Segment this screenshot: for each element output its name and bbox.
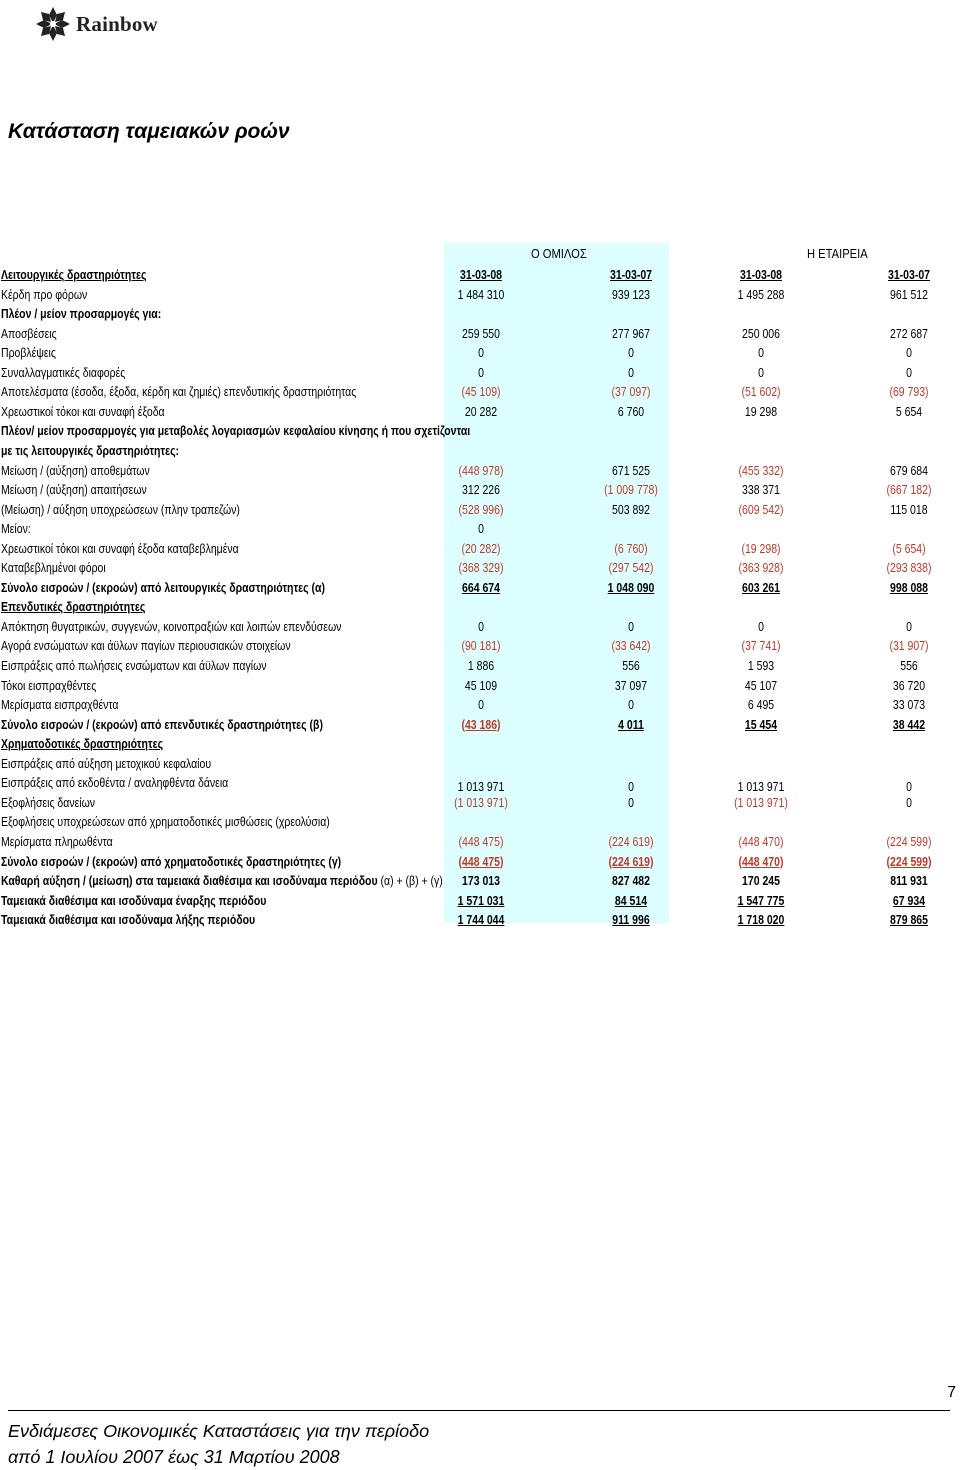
row-label: [1, 366, 125, 380]
table-row: [0, 910, 960, 929]
row-label: [1, 385, 356, 399]
cell-etaireia-2008: 31-03-08: [739, 268, 783, 282]
cell-omilos-2007: (6 760): [614, 541, 648, 556]
cell-omilos-2007: (1 009 778): [604, 483, 658, 498]
cell-omilos-2008: (1 013 971): [454, 795, 508, 810]
row-label-text: (Μείωση) / αύξηση υποχρεώσεων (πλην τραπεζών): [1, 502, 240, 517]
table-row: [0, 891, 960, 910]
cell-omilos-2007: 0: [628, 346, 634, 361]
row-label: [1, 679, 96, 693]
cell-omilos-2007: (224 619): [608, 854, 654, 869]
cell-omilos-2007: 37 097: [614, 678, 648, 693]
cell-omilos-2007: (33 642): [611, 639, 651, 654]
table-row: [0, 324, 960, 343]
cell-omilos-2007: 277 967: [612, 326, 650, 341]
row-label: [1, 561, 106, 575]
row-label: [1, 581, 325, 595]
cell-etaireia-2007: 5 654: [895, 404, 923, 419]
cell-etaireia-2008: 19 298: [744, 404, 778, 419]
cell-etaireia-2008: 0: [758, 365, 764, 380]
row-label-text: Ταμειακά διαθέσιμα και ισοδύναμα έναρξης περιόδου: [1, 893, 267, 908]
row-label-text: Σύνολο εισροών / (εκροών) από λειτουργικές δραστηριότητες (α): [1, 580, 325, 595]
cell-omilos-2008: 45 109: [464, 678, 498, 693]
row-label-text: Αγορά ενσώματων και άϋλων παγίων περιουσιακών στοιχείων: [1, 639, 291, 654]
cell-omilos-2008: 20 282: [464, 404, 498, 419]
cell-omilos-2008: 1 013 971: [457, 780, 505, 795]
cell-etaireia-2008: 15 454: [744, 717, 778, 732]
table-row: [0, 715, 960, 734]
cell-etaireia-2008: 170 245: [742, 874, 780, 889]
table-row: [0, 695, 960, 714]
cell-omilos-2008: (90 181): [461, 639, 501, 654]
cell-omilos-2008: 0: [478, 346, 484, 361]
cell-omilos-2008: 0: [478, 698, 484, 713]
row-label-text: με τις λειτουργικές δραστηριότητες:: [1, 443, 180, 458]
cell-etaireia-2007: (224 599): [886, 834, 932, 849]
cell-etaireia-2007: 33 073: [892, 698, 926, 713]
cell-etaireia-2008: (37 741): [741, 639, 781, 654]
cell-etaireia-2008: 1 495 288: [737, 287, 785, 302]
table-row: [0, 754, 960, 773]
cell-etaireia-2007: 38 442: [892, 717, 926, 732]
cell-etaireia-2007: (224 599): [886, 854, 932, 869]
cell-etaireia-2007: 0: [906, 795, 912, 810]
cell-etaireia-2008: (448 470): [738, 854, 784, 869]
footer-divider: [8, 1410, 950, 1411]
row-label: [1, 503, 240, 517]
row-label: [1, 522, 31, 536]
cell-omilos-2008: 664 674: [462, 580, 500, 595]
cell-omilos-2007: 939 123: [612, 287, 650, 302]
table-row: [0, 578, 960, 597]
cell-etaireia-2007: (293 838): [886, 561, 932, 576]
cell-etaireia-2007: 0: [906, 619, 912, 634]
table-row: [0, 402, 960, 421]
row-label: [1, 718, 323, 732]
table-row: [0, 382, 960, 401]
row-label-text: Σύνολο εισροών / (εκροών) από επενδυτικές δραστηριότητες (β): [1, 717, 323, 732]
table-row: [0, 676, 960, 695]
table-row: [0, 793, 960, 812]
cell-omilos-2008: (448 475): [458, 834, 504, 849]
row-label-suffix: (α) + (β) + (γ): [377, 874, 443, 889]
cell-omilos-2008: 1 744 044: [457, 913, 505, 928]
table-row: [0, 519, 960, 538]
row-label-text: Μείωση / (αύξηση) αποθεμάτων: [1, 463, 150, 478]
row-label: [1, 737, 163, 751]
footer: [8, 1418, 429, 1470]
cell-etaireia-2007: 272 687: [890, 326, 928, 341]
cell-etaireia-2008: 1 547 775: [737, 893, 785, 908]
cell-omilos-2007: 1 048 090: [607, 580, 655, 595]
cell-omilos-2007: 827 482: [612, 874, 650, 889]
page-number: 7: [947, 1384, 956, 1401]
cell-omilos-2007: 0: [628, 698, 634, 713]
row-label: [1, 542, 239, 556]
table-row: [0, 363, 960, 382]
cell-etaireia-2007: 879 865: [890, 913, 928, 928]
row-label-text: Χρεωστικοί τόκοι και συναφή έξοδα: [1, 404, 165, 419]
cell-omilos-2007: 4 011: [618, 717, 644, 732]
cell-omilos-2008: 1 886: [467, 659, 495, 673]
row-label-text: Μείωση / (αύξηση) απαιτήσεων: [1, 483, 147, 498]
brand-name: Rainbow: [76, 11, 158, 36]
row-label-text: Τόκοι εισπραχθέντες: [1, 678, 97, 693]
row-label: [1, 757, 211, 771]
cell-etaireia-2007: 998 088: [890, 580, 928, 595]
row-label: [1, 796, 95, 810]
cell-etaireia-2007: 811 931: [890, 874, 928, 889]
cell-omilos-2008: (448 475): [458, 854, 504, 869]
row-label-text: Αποτελέσματα (έσοδα, έξοδα, κέρδη και ζημιές) επενδυτικής δραστηριότητας: [1, 385, 357, 400]
cell-etaireia-2008: 45 107: [744, 678, 778, 693]
table-row: [0, 421, 960, 440]
table-row: [0, 832, 960, 851]
cell-omilos-2008: 259 550: [462, 326, 500, 341]
cell-etaireia-2007: 556: [900, 659, 918, 673]
cell-etaireia-2008: (455 332): [738, 463, 784, 478]
row-label-text: Ταμειακά διαθέσιμα και ισοδύναμα λήξης περιόδου: [1, 913, 256, 928]
cell-omilos-2008: 1 484 310: [457, 287, 505, 302]
row-label-text: Σύνολο εισροών / (εκροών) από χρηματοδοτικές δραστηριότητες (γ): [1, 854, 342, 869]
cell-omilos-2007: (224 619): [608, 834, 654, 849]
row-label: [1, 288, 87, 302]
row-label: [1, 424, 470, 438]
table-row: [0, 265, 960, 284]
cell-etaireia-2008: (19 298): [741, 541, 781, 556]
cell-omilos-2008: (368 329): [458, 561, 504, 576]
cell-etaireia-2007: (31 907): [889, 639, 929, 654]
rainbow-logo-icon: [34, 5, 72, 43]
cell-etaireia-2007: (5 654): [892, 541, 926, 556]
table-row: [0, 304, 960, 323]
cell-etaireia-2007: (667 182): [886, 483, 932, 498]
row-label-text: Μερίσματα πληρωθέντα: [1, 834, 113, 849]
cell-etaireia-2008: (448 470): [738, 834, 784, 849]
cell-etaireia-2008: 1 593: [747, 659, 775, 673]
cell-omilos-2007: 671 525: [612, 463, 650, 478]
cell-omilos-2008: 0: [478, 522, 484, 537]
row-label-text: Αποσβέσεις: [1, 326, 57, 341]
row-label: [1, 835, 113, 849]
cell-omilos-2008: (45 109): [461, 385, 501, 400]
row-label: [1, 874, 443, 888]
row-label: [1, 268, 146, 282]
row-label: [1, 464, 150, 478]
row-label: [1, 776, 228, 790]
row-label-text: Επενδυτικές δραστηριότητες: [1, 600, 146, 615]
row-label-text: Μερίσματα εισπραχθέντα: [1, 698, 119, 713]
row-label: [1, 659, 267, 673]
row-label-text: Κέρδη προ φόρων: [1, 287, 88, 302]
table-row: [0, 773, 960, 795]
table-row: [0, 636, 960, 655]
row-label-text: Καθαρή αύξηση / (μείωση) στα ταμειακά διαθέσιμα και ισοδύναμα περιόδου: [1, 874, 378, 889]
row-label-text: Απόκτηση θυγατρικών, συγγενών, κοινοπραξιών και λοιπών επενδύσεων: [1, 619, 342, 634]
row-label: [1, 444, 179, 458]
row-label: [1, 894, 266, 908]
cell-etaireia-2008: (609 542): [738, 502, 784, 517]
table-row: [0, 812, 960, 831]
row-label-text: Εισπράξεις από πωλήσεις ενσώματων και άϋλων παγίων: [1, 659, 267, 673]
cell-etaireia-2007: 679 684: [890, 463, 928, 478]
cell-omilos-2008: 0: [478, 619, 484, 634]
row-label: [1, 483, 147, 497]
cell-omilos-2008: (43 186): [461, 717, 501, 732]
row-label-text: Χρηματοδοτικές δραστηριότητες: [1, 737, 164, 752]
cell-etaireia-2007: 67 934: [892, 893, 926, 908]
row-label: [1, 327, 57, 341]
row-label: [1, 815, 330, 829]
cell-etaireia-2007: 0: [906, 346, 912, 361]
cell-etaireia-2007: 115 018: [890, 502, 928, 517]
row-label-text: Καταβεβλημένοι φόροι: [1, 561, 106, 576]
row-label: [1, 307, 161, 321]
table-row: [0, 852, 960, 871]
row-label-text: Εξοφλήσεις υποχρεώσεων από χρηματοδοτικές μισθώσεις (χρεολύσια): [1, 815, 330, 830]
row-label: [1, 600, 145, 614]
cell-etaireia-2008: 0: [758, 346, 764, 361]
table-row: [0, 734, 960, 753]
row-label-text: Προβλέψεις: [1, 346, 56, 361]
footer-line-1: Ενδιάμεσες Οικονομικές Καταστάσεις για την περίοδο: [8, 1421, 430, 1441]
row-label: [1, 346, 56, 360]
cell-etaireia-2007: 0: [906, 780, 912, 795]
cell-etaireia-2008: 1 718 020: [737, 913, 785, 928]
cell-omilos-2008: 312 226: [462, 483, 500, 498]
table-row: [0, 441, 960, 460]
row-label-text: Εξοφλήσεις δανείων: [1, 795, 96, 810]
footer-line-2: από 1 Ιουλίου 2007 έως 31 Μαρτίου 2008: [8, 1447, 340, 1467]
cell-omilos-2008: 0: [478, 365, 484, 380]
row-label-text: Χρεωστικοί τόκοι και συναφή έξοδα καταβεβλημένα: [1, 541, 239, 556]
cell-omilos-2007: 0: [628, 619, 634, 634]
cell-omilos-2007: (37 097): [611, 385, 651, 400]
cell-etaireia-2008: (363 928): [738, 561, 784, 576]
cell-etaireia-2008: 250 006: [742, 326, 780, 341]
cell-omilos-2008: 173 013: [462, 874, 500, 889]
cell-omilos-2007: 6 760: [617, 404, 645, 419]
table-row: [0, 285, 960, 304]
row-label: [1, 855, 341, 869]
company-logo: [34, 4, 158, 44]
cell-omilos-2008: (448 978): [458, 463, 504, 478]
cell-omilos-2007: 0: [628, 365, 634, 380]
table-row: [0, 871, 960, 890]
page-title: Κατάσταση ταμειακών ροών: [8, 120, 290, 143]
group-header-omilos: Ο ΟΜΙΛΟΣ: [531, 246, 587, 261]
cell-omilos-2007: 503 892: [612, 502, 650, 517]
cell-etaireia-2008: 0: [758, 619, 764, 634]
cell-omilos-2007: 0: [628, 795, 634, 810]
row-label-text: Εισπράξεις από εκδοθέντα / αναληφθέντα δάνεια: [1, 776, 229, 791]
cell-omilos-2008: (20 282): [461, 541, 501, 556]
table-row: [0, 539, 960, 558]
cell-etaireia-2007: 36 720: [892, 678, 926, 693]
row-label-text: Εισπράξεις από αύξηση μετοχικού κεφαλαίου: [1, 756, 212, 771]
cell-etaireia-2007: 31-03-07: [887, 268, 931, 282]
cell-etaireia-2008: 603 261: [742, 580, 780, 595]
row-label: [1, 405, 165, 419]
table-row: [0, 656, 960, 675]
table-row: [0, 461, 960, 480]
cell-etaireia-2008: 338 371: [742, 483, 780, 498]
cell-omilos-2007: 0: [628, 780, 634, 795]
table-row: [0, 500, 960, 519]
cell-etaireia-2008: (51 602): [741, 385, 781, 400]
cell-omilos-2008: 1 571 031: [457, 893, 505, 908]
row-label-text: Λειτουργικές δραστηριότητες: [1, 268, 147, 282]
row-label: [1, 698, 118, 712]
cell-etaireia-2008: 1 013 971: [737, 780, 785, 795]
row-label-text: Μείον:: [1, 522, 31, 537]
row-label: [1, 620, 341, 634]
row-label-text: Συναλλαγματικές διαφορές: [1, 365, 126, 380]
row-label: [1, 913, 255, 927]
cell-etaireia-2007: 0: [906, 365, 912, 380]
cell-etaireia-2007: (69 793): [889, 385, 929, 400]
table-row: [0, 480, 960, 499]
cell-omilos-2007: 911 996: [612, 913, 650, 928]
table-row: [0, 597, 960, 616]
cell-etaireia-2008: (1 013 971): [734, 795, 788, 810]
cell-omilos-2007: 84 514: [614, 893, 648, 908]
cell-omilos-2007: (297 542): [608, 561, 654, 576]
cell-omilos-2007: 556: [622, 659, 640, 673]
table-row: [0, 617, 960, 636]
cell-omilos-2008: 31-03-08: [459, 268, 503, 282]
cell-etaireia-2007: 961 512: [890, 287, 928, 302]
row-label-text: Πλέον/ μείον προσαρμογές για μεταβολές λογαριασμών κεφαλαίου κίνησης ή που σχετίζονται: [1, 424, 471, 439]
row-label: [1, 639, 291, 653]
row-label-text: Πλέον / μείον προσαρμογές για:: [1, 307, 162, 322]
cell-omilos-2007: 31-03-07: [609, 268, 653, 282]
cell-omilos-2008: (528 996): [458, 502, 504, 517]
table-row: [0, 558, 960, 577]
cell-etaireia-2008: 6 495: [747, 698, 775, 713]
table-row: [0, 343, 960, 362]
group-header-etaireia: Η ΕΤΑΙΡΕΙΑ: [807, 246, 868, 261]
